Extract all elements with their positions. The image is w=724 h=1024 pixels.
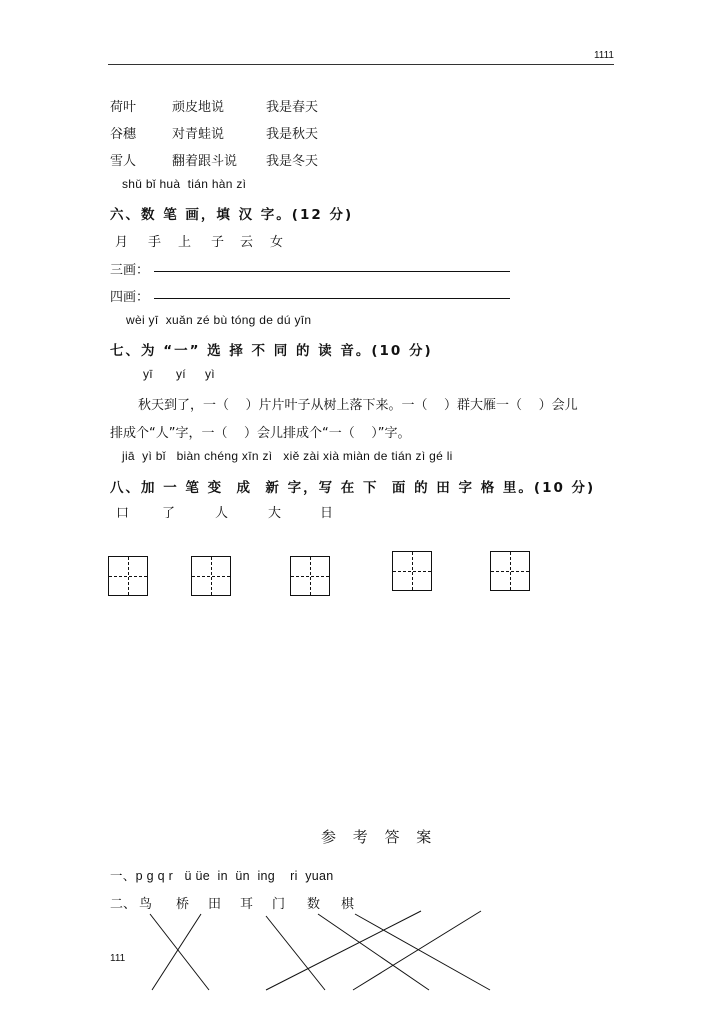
matching-line — [266, 916, 325, 990]
answer-line-1: 一、p g q r ü üe in ün ing ri yuan — [110, 869, 334, 883]
matching-line — [353, 911, 481, 990]
section6-heading: 六、数 笔 画，填 汉 字。(12 分) — [110, 207, 354, 223]
header-page-number: 1111 — [593, 50, 614, 61]
section6-char: 上 — [178, 235, 192, 250]
section6-char: 月 — [115, 235, 129, 250]
answer-char: 数 — [307, 897, 321, 912]
matching-line — [266, 911, 421, 990]
poem-row-3-col-2: 翻着跟斗说 — [172, 154, 238, 169]
section6-pinyin: shǔ bǐ huà tián hàn zì — [122, 177, 247, 191]
answer-key-title: 参 考 答 案 — [321, 828, 438, 846]
section8-char: 人 — [215, 506, 229, 521]
section8-char: 大 — [268, 506, 282, 521]
reading-option: yì — [205, 367, 215, 381]
answer-char: 桥 — [176, 897, 190, 912]
reading-option: yí — [176, 367, 186, 381]
section8-pinyin: jiā yì bǐ biàn chéng xīn zì xiě zài xià miàn de tián zì gé li — [122, 449, 453, 463]
poem-row-1-col-1: 荷叶 — [110, 100, 137, 115]
section6-char: 女 — [270, 235, 284, 250]
section6-char: 云 — [240, 235, 254, 250]
section6-char: 手 — [148, 235, 162, 250]
poem-row-3-col-3: 我是冬天 — [266, 154, 319, 169]
section8-char: 了 — [162, 506, 176, 521]
reading-option: yī — [143, 367, 153, 381]
poem-row-1-col-3: 我是春天 — [266, 100, 319, 115]
answer-line-2-prefix: 二、 — [110, 897, 137, 912]
answer-char: 门 — [272, 897, 286, 912]
section8-char: 日 — [320, 506, 334, 521]
answer-char: 耳 — [240, 897, 254, 912]
section7-heading: 七、为 “一” 选 择 不 同 的 读 音。(10 分) — [110, 343, 433, 359]
matching-line — [318, 914, 429, 990]
matching-line — [355, 914, 490, 990]
three-strokes-label: 三画： — [110, 263, 150, 278]
four-strokes-label: 四画： — [110, 290, 150, 305]
section7-pinyin: wèi yī xuǎn zé bù tóng de dú yīn — [126, 313, 312, 327]
poem-row-2-col-3: 我是秋天 — [266, 127, 319, 142]
section8-char: 口 — [116, 506, 130, 521]
poem-row-2-col-1: 谷穗 — [110, 127, 137, 142]
answer-char: 田 — [208, 897, 222, 912]
poem-row-1-col-2: 顽皮地说 — [172, 100, 225, 115]
section6-char: 子 — [211, 235, 225, 250]
answer-char: 棋 — [341, 897, 355, 912]
section7-sentence-line2: 排成个“人”字，一（ ）会儿排成个“一（ ）”字。 — [110, 426, 411, 441]
poem-row-2-col-2: 对青蛙说 — [172, 127, 225, 142]
section8-heading: 八、加 一 笔 变 成 新 字，写 在 下 面 的 田 字 格 里。(10 分) — [110, 480, 596, 496]
poem-row-3-col-1: 雪人 — [110, 154, 137, 169]
footer-page-number: 111 — [110, 953, 126, 964]
answer-char: 鸟 — [139, 897, 153, 912]
section7-sentence-line1: 秋天到了，一（ ）片片叶子从树上落下来。一（ ）群大雁一（ ）会儿 — [138, 398, 578, 413]
